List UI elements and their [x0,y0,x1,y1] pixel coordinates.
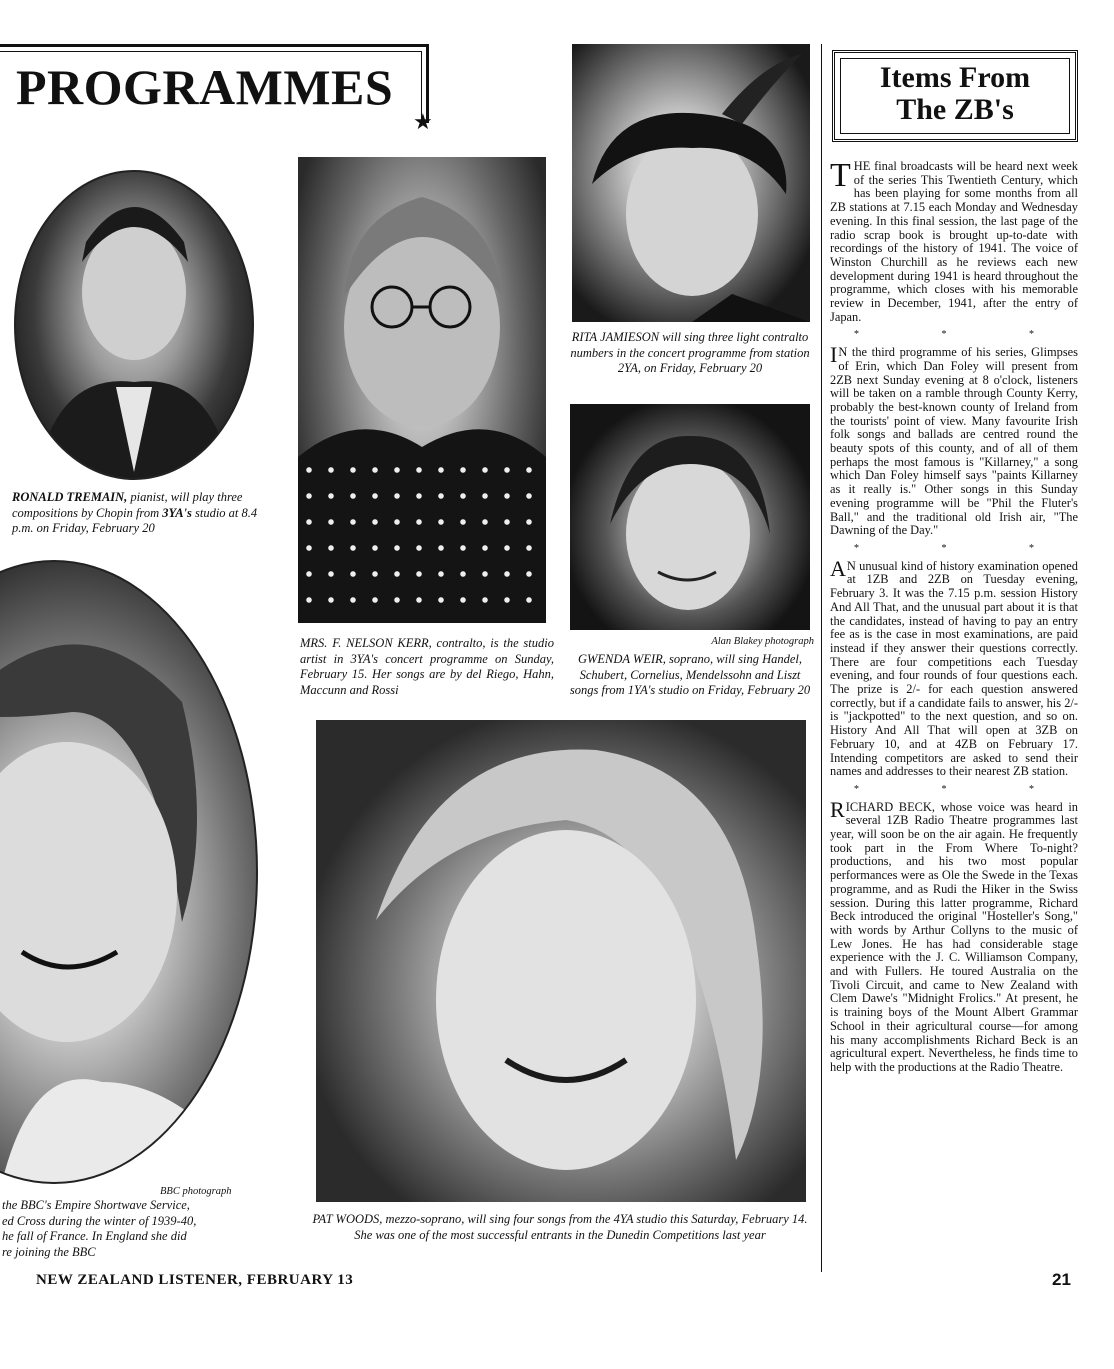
portrait-silhouette [0,562,256,1182]
article-history-and-all-that: A N unusual kind of history examination opened at 1ZB and 2ZB on Tuesday evening, February 3. It was the 7.15 p.m. session History And All That, and the unusual part about it is that the candidates, instead of having to pay an entry fee as is the case in most examinations, are paid instead if they answer their questions correctly. There are four competitions each Tuesday evening, and four rounds of four questions each. The prize is 2/- for each question answered correctly, but if a candidate fails to answer, his 2/- is "jackpotted" to the next question, and so on. History And All That will open at 3ZB on February 10, and at 4ZB on February 17. Intending competitors are asked to send their names and addresses to their nearest ZB station. [830,555,1078,779]
separator: * * * [854,542,1074,554]
portrait-silhouette [570,404,810,630]
portrait-silhouette [572,44,810,322]
photo-pat-woods [316,720,806,1202]
photo-nelson-kerr [298,157,546,623]
article-richard-beck: RICHARD BECK, whose voice was heard in several 1ZB Radio Theatre programmes last year, will soon be on the air again. He frequently took part in the From Where To-night? productions, and his two most popular performances were as Ole the Swede in the Texas programme, and as Rudi the Hiker in the Swiss session. During this latter programme, Richard Beck introduced the original "Hosteller's Song," with words by Arthur Collyns to the music of Lew Jones. He has had considerable stage experience with the J. C. Williamson Company, and with Fullers. He toured Australia on the Tivoli Circuit, and came to New Zealand with Clem Dawe's "Midnight Frolics." At present, he is training boys of the Mount Albert Grammar School in their agricultural course—for among his many accomplishments Richard Beck is an agricultural expert. Nevertheless, he finds time to help with the productions at the Radio Theatre. [830,796,1078,1074]
caption-nelson-kerr: MRS. F. NELSON KERR, contralto, is the studio artist in 3YA's concert programme on Sunday, February 15. Her songs are by del Riego, Hahn, Maccunn and Rossi [300,636,554,697]
footer-publication: NEW ZEALAND LISTENER, FEBRUARY 13 [36,1272,354,1288]
caption-rita-jamieson: RITA JAMIESON will sing three light contralto numbers in the concert programme from station 2YA, on Friday, February 20 [570,330,810,375]
photo-gwenda-weir [570,404,810,630]
photo-bbc-announcer [0,560,258,1184]
page-number: 21 [1052,1270,1071,1289]
star-icon: ★ [413,109,433,134]
portrait-silhouette [316,720,806,1202]
separator: * * * [854,783,1074,795]
column-divider [821,44,822,1272]
photo-ronald-tremain [14,170,254,480]
page-title: PROGRAMMES [16,59,394,115]
caption-pat-woods: PAT WOODS, mezzo-soprano, will sing four songs from the 4YA studio this Saturday, February 14. She was one of the most successful entrants in the Dunedin Competitions last year [312,1212,808,1242]
sidebar-title: Items From The ZB's [879,61,1031,126]
caption-bbc: the BBC's Empire Shortwave Service, ed Cross during the winter of 1939-40, he fall of France. In England she did re joining the BBC [2,1198,197,1259]
caption-ronald-tremain: RONALD TREMAIN, pianist, will play three compositions by Chopin from 3YA's studio at 8.4 p.m. on Friday, February 20 [12,490,258,535]
photo-rita-jamieson [572,44,810,322]
article-this-twentieth-century: THE final broadcasts will be heard next week of the series This Twentieth Century, which has been playing for some months from all ZB stations at 7.15 each Monday and Wednesday evening. In this final session, the last page of the radio scrap book is brought up-to-date with recordings of the history of 1941. The voice of Winston Churchill as he reviews each new development during 1941 is heard throughout the programme, which closes with his memorable review in December, 1941, after the entry of Japan. [830,157,1078,324]
caption-gwenda-weir: GWENDA WEIR, soprano, will sing Handel, Schubert, Cornelius, Mendelssohn and Liszt songs from 1YA's studio on Friday, February 20 [569,652,811,697]
article-glimpses-of-erin: I N the third programme of his series, Glimpses of Erin, which Dan Foley will present from 2ZB next Sunday evening at 8 o'clock, listeners will be taken on a ramble through County Kerry, probably the best-known county of Ireland from the tourists' point of view. Many favourite Irish folk songs and ballads are centred round the beauty spots of this county, and of all of them perhaps the most famous is "Killarney," a song which Dan Foley himself says "paints Killarney as it really is." Other songs in this Sunday evening programme will be "Phil the Fluter's Ball," and the traditional old Irish air, "The Dawning of the Day." [830,342,1078,538]
credit-bbc: BBC photograph [160,1186,232,1197]
separator: * * * [854,329,1074,341]
portrait-silhouette [16,172,252,478]
dress-pattern [298,457,546,623]
credit-gwenda-weir: Alan Blakey photograph [711,636,814,647]
article-column [830,157,1078,1075]
